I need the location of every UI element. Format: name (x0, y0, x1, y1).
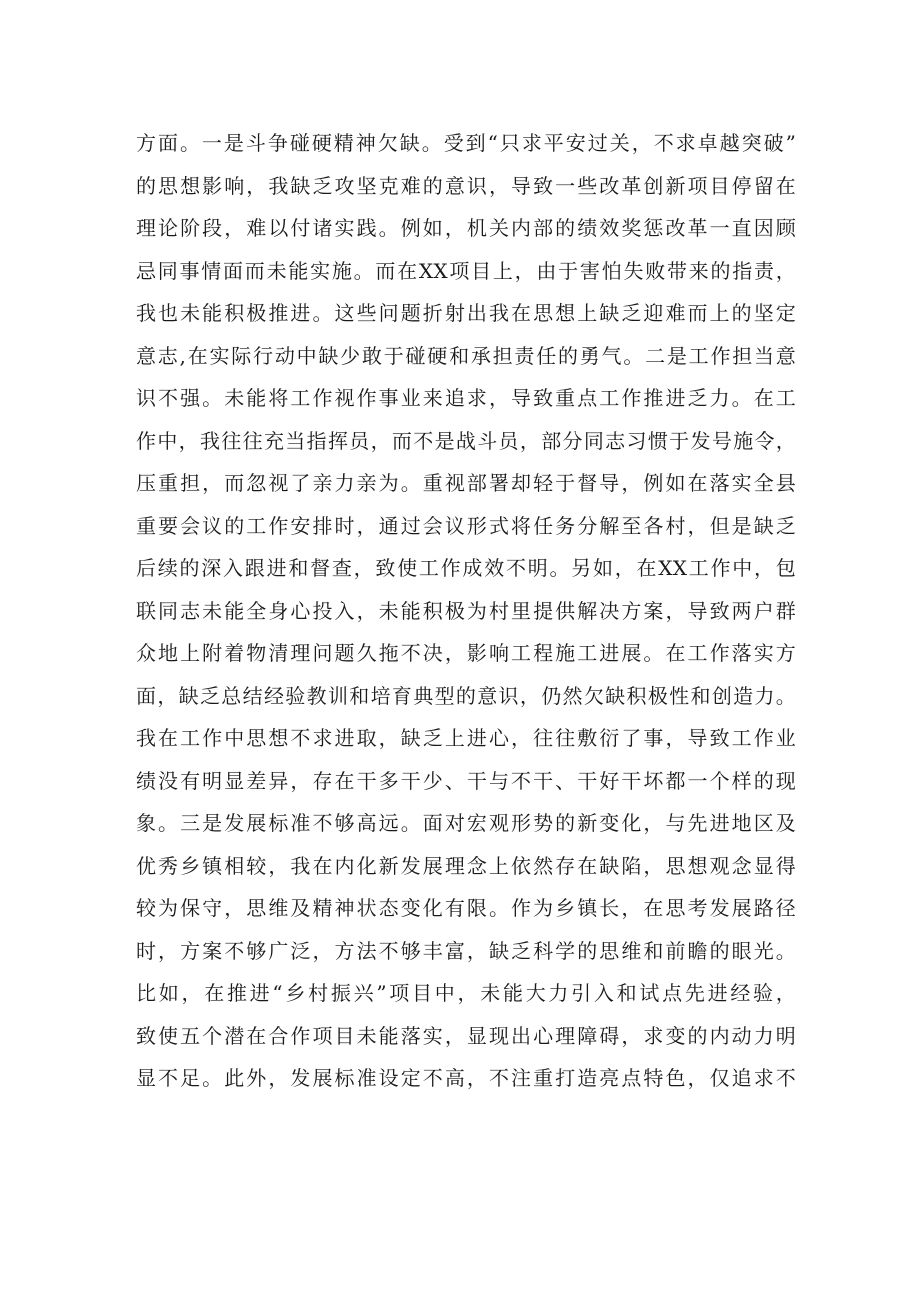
text-line-13: 众地上附着物清理问题久拖不决，影响工程施工进展。在工作落实方 (136, 641, 796, 665)
text-line-2: 的思想影响，我缺乏攻坚克难的意识，导致一些改革创新项目停留在 (136, 173, 796, 198)
text-line-19: 较为保守，思维及精神状态变化有限。作为乡镇长，在思考发展路径 (136, 896, 796, 920)
text-line-10: 重要会议的工作安排时，通过会议形式将任务分解至各村，但是缺乏 (136, 513, 796, 538)
text-line-12: 联同志未能全身心投入，未能积极为村里提供解决方案，导致两户群 (136, 598, 796, 623)
text-line-15: 我在工作中思想不求进取，缺乏上进心，往往敷衍了事，导致工作业 (136, 726, 796, 750)
text-line-7: 识不强。未能将工作视作事业来追求，导致重点工作推进乏力。在工 (136, 386, 796, 410)
text-line-5: 我也未能积极推进。这些问题折射出我在思想上缺乏迎难而上的坚定 (136, 301, 796, 325)
text-line-22: 致使五个潜在合作项目未能落实，显现出心理障碍，求变的内动力明 (136, 1023, 796, 1048)
text-line-8: 作中，我往往充当指挥员，而不是战斗员，部分同志习惯于发号施令， (136, 428, 796, 453)
text-line-16: 绩没有明显差异，存在干多干少、干与不干、干好干坏都一个样的现 (136, 768, 796, 793)
text-line-9: 压重担，而忽视了亲力亲为。重视部署却轻于督导，例如在落实全县 (136, 471, 796, 495)
text-line-18: 优秀乡镇相较，我在内化新发展理念上依然存在缺陷，思想观念显得 (136, 853, 796, 878)
text-line-4: 忌同事情面而未能实施。而在XX项目上，由于害怕失败带来的指责， (136, 258, 796, 283)
text-line-1: 方面。一是斗争碰硬精神欠缺。受到“只求平安过关，不求卓越突破” (136, 131, 796, 155)
text-line-20: 时，方案不够广泛，方法不够丰富，缺乏科学的思维和前瞻的眼光。 (136, 938, 796, 963)
body-paragraph (136, 122, 796, 1100)
text-line-3: 理论阶段，难以付诸实践。例如，机关内部的绩效奖惩改革一直因顾 (136, 216, 796, 240)
text-line-23: 显不足。此外，发展标准设定不高，不注重打造亮点特色，仅追求不 (136, 1066, 796, 1090)
text-line-21: 比如，在推进“乡村振兴”项目中，未能大力引入和试点先进经验， (136, 981, 796, 1005)
text-line-6: 意志,在实际行动中缺少敢于碰硬和承担责任的勇气。二是工作担当意 (136, 343, 796, 368)
text-line-11: 后续的深入跟进和督查，致使工作成效不明。另如，在XX工作中，包 (136, 556, 796, 580)
text-line-17: 象。三是发展标准不够高远。面对宏观形势的新变化，与先进地区及 (136, 811, 796, 835)
text-line-14: 面，缺乏总结经验教训和培育典型的意识，仍然欠缺积极性和创造力。 (136, 683, 796, 708)
